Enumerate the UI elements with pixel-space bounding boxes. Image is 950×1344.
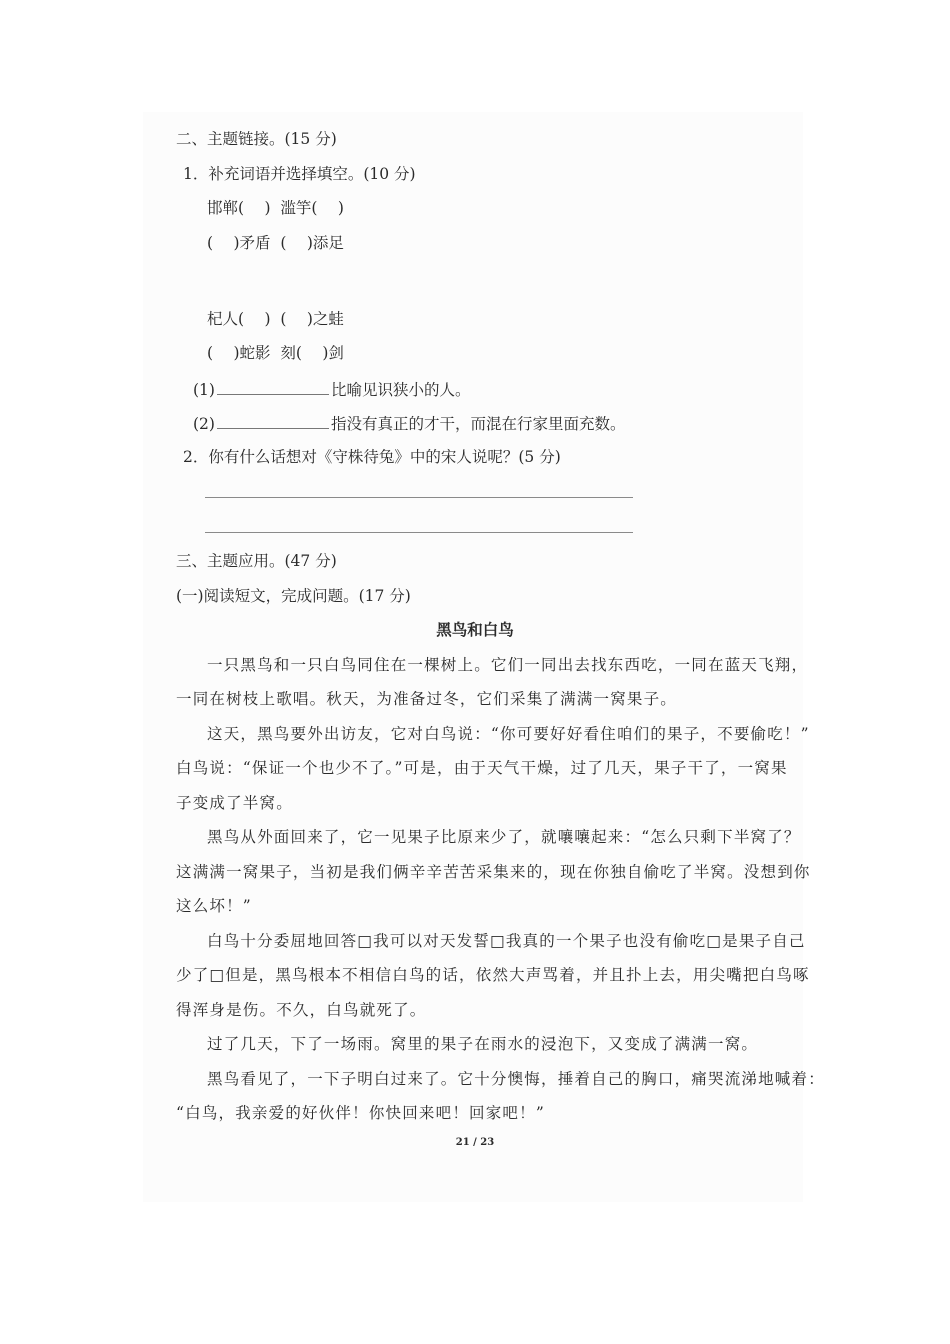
fill-item-1-number: (1)	[193, 381, 215, 399]
word-row-3: 杞人( ) ( )之蛙	[207, 310, 344, 328]
story-line: 白鸟十分委屈地回答□我可以对天发誓□我真的一个果子也没有偷吃□是果子自己	[207, 932, 806, 950]
story-title: 黑鸟和白鸟	[436, 620, 514, 639]
story-line: 这天，黑鸟要外出访友，它对白鸟说：“你可要好好看住咱们的果子，不要偷吃！”	[207, 725, 810, 743]
reading-subheading: (一)阅读短文，完成问题。(17 分)	[176, 587, 411, 605]
story-line: 子变成了半窝。	[176, 794, 293, 812]
q1-prompt: 1．补充词语并选择填空。(10 分)	[183, 165, 416, 183]
word-row-1: 邯郸( ) 滥竽( )	[207, 199, 344, 217]
section2-heading: 二、主题链接。(15 分)	[176, 130, 337, 148]
story-line: 这么坏！”	[176, 897, 252, 915]
story-line: 一同在树枝上歌唱。秋天，为准备过冬，它们采集了满满一窝果子。	[176, 690, 678, 708]
story-line: 白鸟说：“保证一个也少不了。”可是，由于天气干燥，过了几天，果子干了，一窝果	[176, 759, 788, 777]
fill-blank-1[interactable]	[217, 378, 329, 395]
story-line: 黑鸟从外面回来了，它一见果子比原来少了，就嚷嚷起来：“怎么只剩下半窝了？	[207, 828, 801, 846]
story-line: 少了□但是，黑鸟根本不相信白鸟的话，依然大声骂着，并且扑上去，用尖嘴把白鸟啄	[176, 966, 810, 984]
fill-item-1	[193, 378, 470, 400]
story-line: “白鸟，我亲爱的好伙伴！你快回来吧！回家吧！”	[176, 1104, 545, 1122]
answer-line-1[interactable]	[205, 497, 633, 498]
section3-heading: 三、主题应用。(47 分)	[176, 552, 337, 570]
answer-line-2[interactable]	[205, 532, 633, 533]
story-line: 得浑身是伤。不久，白鸟就死了。	[176, 1001, 427, 1019]
fill-item-1-text: 比喻见识狭小的人。	[330, 381, 471, 399]
word-row-4: ( )蛇影 刻( )剑	[207, 344, 344, 362]
word-row-2: ( )矛盾 ( )添足	[207, 234, 344, 252]
story-line: 这满满一窝果子，当初是我们俩辛辛苦苦采集来的，现在你独自偷吃了半窝。没想到你	[176, 863, 811, 881]
story-line: 黑鸟看见了，一下子明白过来了。它十分懊悔，捶着自己的胸口，痛哭流涕地喊着：	[207, 1070, 825, 1088]
q2-prompt: 2．你有什么话想对《守株待兔》中的宋人说呢？(5 分)	[183, 448, 561, 466]
story-line: 过了几天，下了一场雨。窝里的果子在雨水的浸泡下，又变成了满满一窝。	[207, 1035, 759, 1053]
fill-item-2-number: (2)	[193, 415, 215, 433]
fill-blank-2[interactable]	[217, 412, 329, 429]
page-number: 21 / 23	[455, 1137, 495, 1148]
story-line: 一只黑鸟和一只白鸟同住在一棵树上。它们一同出去找东西吃，一同在蓝天飞翔，	[207, 656, 809, 674]
fill-item-2-text: 指没有真正的才干，而混在行家里面充数。	[330, 415, 626, 433]
fill-item-2	[193, 412, 625, 434]
